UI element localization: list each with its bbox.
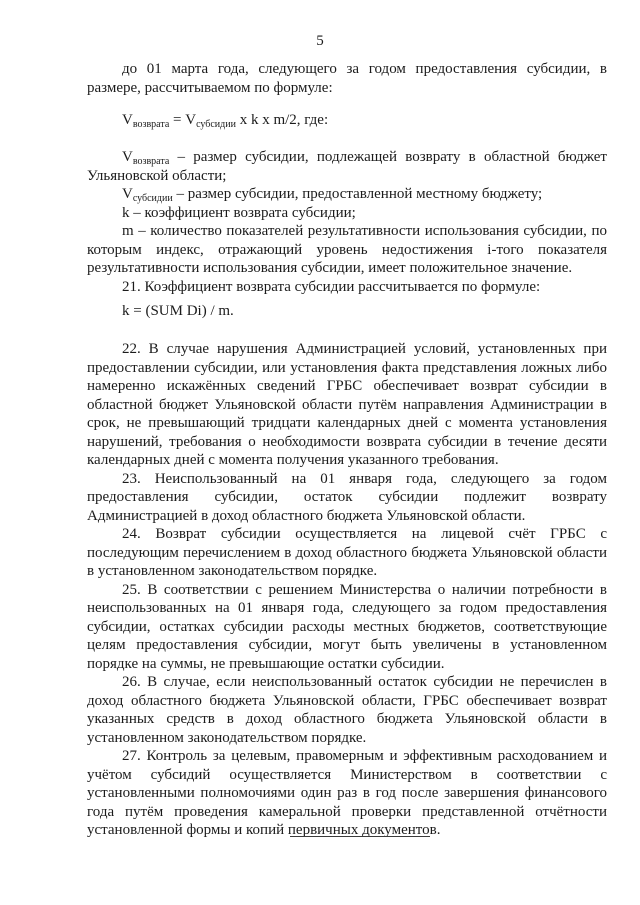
formula-coefficient: k = (SUM Di) / m.: [122, 303, 234, 319]
paragraph-26: 26. В случае, если неиспользованный остаток субсидии не перечислен в доход областного бюджета Ульяновской области, ГРБС обеспечивает возврат указанных средств в доход областного бюджета Ульяновской области в установленном законодательством порядке.: [87, 674, 607, 746]
formula-eq: =: [169, 112, 186, 128]
paragraph-23: 23. Неиспользованный на 01 января года, следующего за годом предоставления субсидии, остаток субсидии подлежит возврату Администрацией в доход областного бюджета Ульяновской области.: [87, 470, 607, 524]
formula-rest: x k x m/2, где:: [235, 112, 329, 128]
formula-rhs-sub: субсидии: [196, 119, 236, 130]
paragraph-22: 22. В случае нарушения Администрацией условий, установленных при предоставлении субсидии, или установления факта представления ложных либо намеренно искажённых сведений ГРБС обеспечивает возврат субсидии в областной бюджет Ульяновской области путём направления Администрации в срок, не превышающий тридцати календарных дней с момента установления нарушений, требования о необходимости возврата субсидии в течение десяти календарных дней с момента получения указанного требования.: [87, 341, 607, 468]
paragraph-27: 27. Контроль за целевым, правомерным и эффективным расходованием и учётом субсидий осуществляется Министерством в соответствии с установленными полномочиями один раз в год после завершения финансового года путём проведения камеральной проверки представленной отчётности установленной формы и копий первичных документов.: [87, 748, 607, 838]
formula-lhs: V: [122, 112, 133, 128]
numbered-paragraphs: [87, 340, 607, 840]
intro-text: до 01 марта года, следующего за годом предоставления субсидии, в размере, рассчитываемом по формуле:: [87, 61, 607, 96]
formula-refund: [122, 111, 328, 129]
paragraph-21: 21. Коэффициент возврата субсидии рассчитывается по формуле:: [122, 278, 541, 295]
intro-paragraph: [87, 60, 607, 97]
formula-rhs: V: [185, 112, 197, 128]
definitions: [87, 148, 607, 296]
paragraph-24: 24. Возврат субсидии осуществляется на лицевой счёт ГРБС с последующим перечислением в доход областного бюджета Ульяновской области в установленном законодательством порядке.: [87, 526, 607, 579]
definition-v-refund: $V_{возврата}$ – размер субсидии, подлежащей возврату в областной бюджет Ульяновской области;: [87, 149, 607, 184]
definition-v-subsidy: $V_{субсидии}$ – размер субсидии, предоставленной местному бюджету;: [122, 186, 543, 204]
formula-lhs-sub: возврата: [132, 119, 170, 130]
paragraph-25: 25. В соответствии с решением Министерства о наличии потребности в неиспользованных на 01 января года, следующего за годом предоставления субсидии, остатках субсидии расходы местных бюджетов, соответствующие целям предоставления субсидии, могут быть увеличены в установленном порядке на суммы, не превышающие остатки субсидии.: [87, 581, 607, 672]
end-divider-line: [290, 836, 430, 837]
page-number: 5: [316, 33, 324, 49]
definition-k: k – коэффициент возврата субсидии;: [122, 204, 356, 221]
definition-m: m – количество показателей результативности использования субсидии, по которым индекс, отражающий уровень недостижения i-того показателя результативности использования субсидии, имеет положительное значение.: [87, 223, 607, 276]
